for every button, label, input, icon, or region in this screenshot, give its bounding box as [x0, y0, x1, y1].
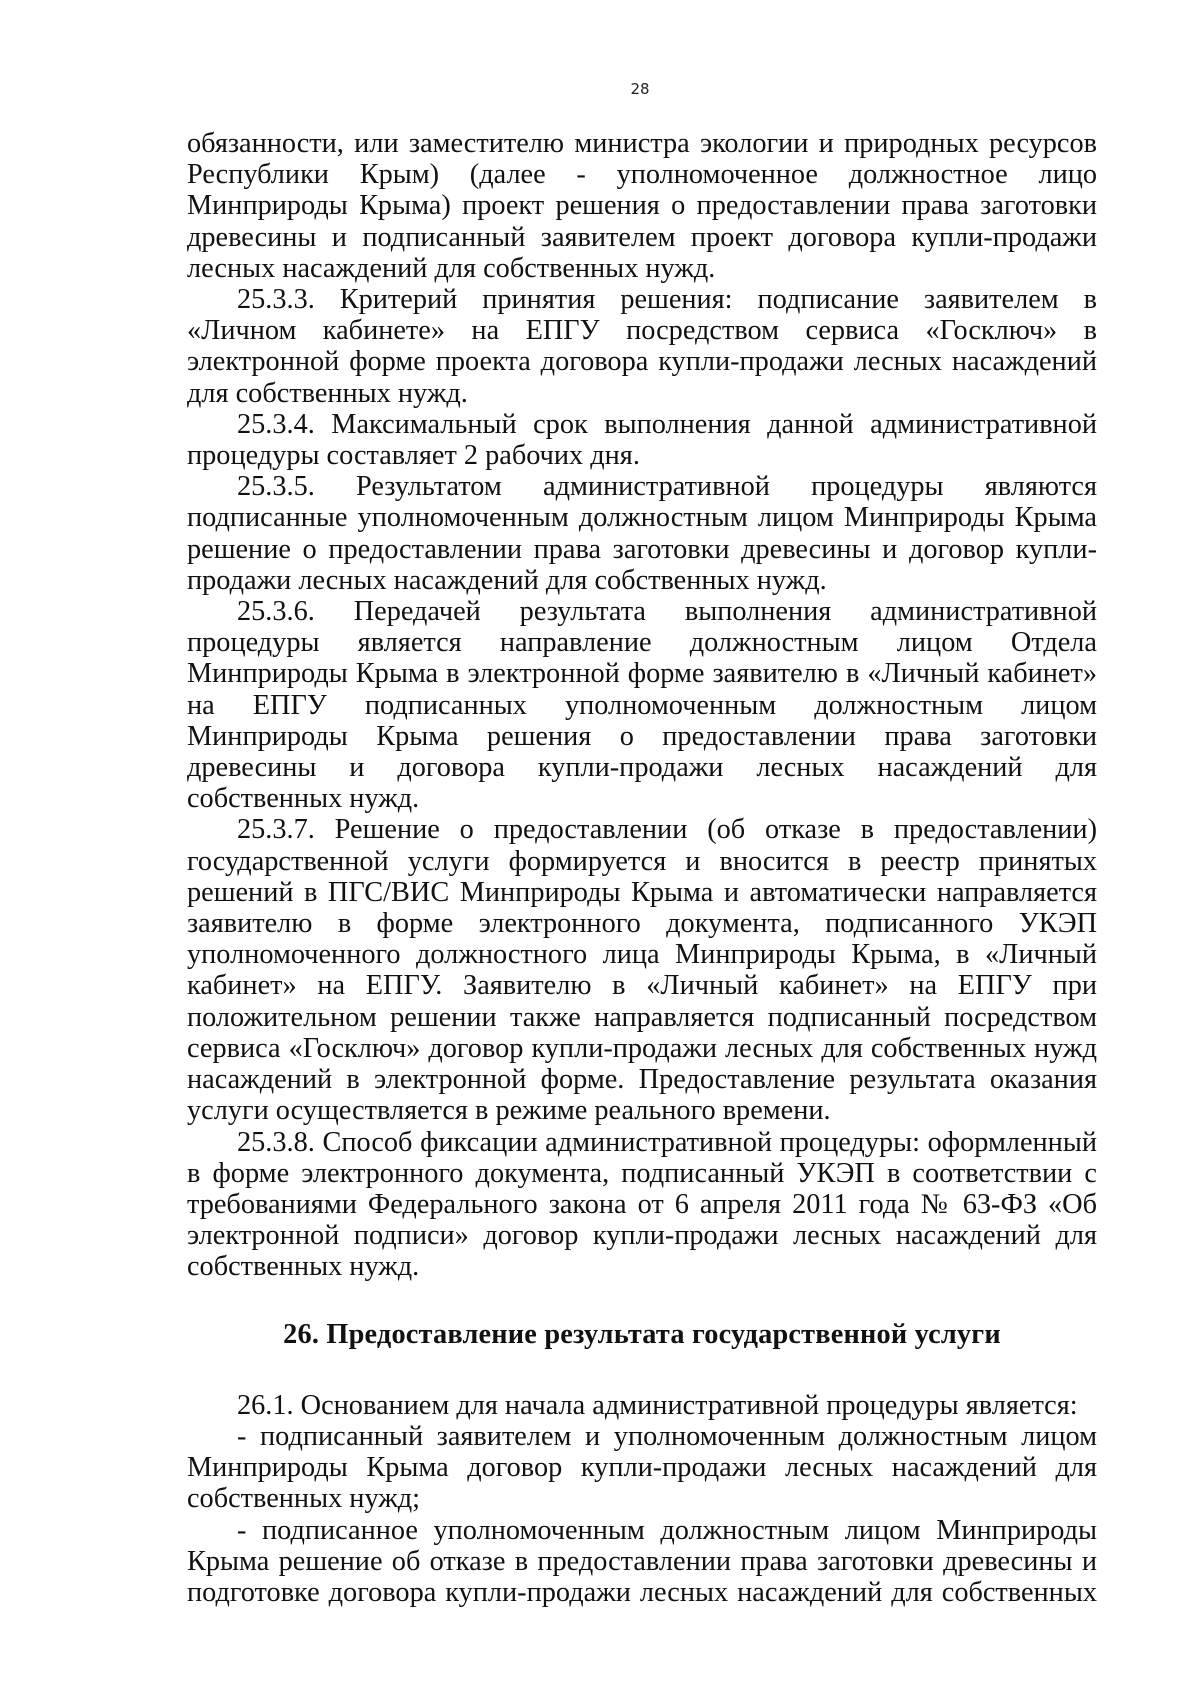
paragraph-25-3-3: 25.3.3. Критерий принятия решения: подписание заявителем в «Личном кабинете» на ЕПГУ посредством сервиса «Госключ» в электронной форме проекта договора купли-продажи лесных насаждений для собственных нужд.: [187, 284, 1097, 409]
document-body: [187, 128, 1097, 1608]
paragraph-25-3-6: 25.3.6. Передачей результата выполнения административной процедуры является направление должностным лицом Отдела Минприроды Крыма в электронной форме заявителю в «Личный кабинет» на ЕПГУ подписанных уполномоченным должностным лицом Минприроды Крыма решения о предоставлении права заготовки древесины и договора купли-продажи лесных насаждений для собственных нужд.: [187, 596, 1097, 815]
paragraph-continuation: обязанности, или заместителю министра экологии и природных ресурсов Республики Крым) (далее - уполномоченное должностное лицо Минприроды Крыма) проект решения о предоставлении права заготовки древесины и подписанный заявителем проект договора купли-продажи лесных насаждений для собственных нужд.: [187, 128, 1097, 284]
paragraph-25-3-7: 25.3.7. Решение о предоставлении (об отказе в предоставлении) государственной услуги формируется и вносится в реестр принятых решений в ПГС/ВИС Минприроды Крыма и автоматически направляется заявителю в форме электронного документа, подписанного УКЭП уполномоченного должностного лица Минприроды Крыма, в «Личный кабинет» на ЕПГУ. Заявителю в «Личный кабинет» на ЕПГУ при положительном решении также направляется подписанный посредством сервиса «Госключ» договор купли-продажи лесных для собственных нужд насаждений в электронной форме. Предоставление результата оказания услуги осуществляется в режиме реального времени.: [187, 814, 1097, 1127]
list-item-signed-contract: - подписанный заявителем и уполномоченным должностным лицом Минприроды Крыма договор купли-продажи лесных насаждений для собственных нужд;: [187, 1420, 1097, 1515]
list-item-refusal-decision: - подписанное уполномоченным должностным лицом Минприроды Крыма решение об отказе в предоставлении права заготовки древесины и подготовке договора купли-продажи лесных насаждений для собственных: [187, 1514, 1097, 1608]
paragraph-25-3-5: 25.3.5. Результатом административной процедуры являются подписанные уполномоченным должностным лицом Минприроды Крыма решение о предоставлении права заготовки древесины и договор купли-продажи лесных насаждений для собственных нужд.: [187, 471, 1097, 596]
paragraph-25-3-8: 25.3.8. Способ фиксации административной процедуры: оформленный в форме электронного документа, подписанный УКЭП в соответствии с требованиями Федерального закона от 6 апреля 2011 года № 63-ФЗ «Об электронной подписи» договор купли-продажи лесных насаждений для собственных нужд.: [187, 1126, 1097, 1283]
section-heading: 26. Предоставление результата государственной услуги: [283, 1318, 1001, 1350]
paragraph-26-1: 26.1. Основанием для начала административной процедуры является:: [237, 1389, 1078, 1421]
page-number: 28: [630, 80, 650, 98]
paragraph-25-3-4: 25.3.4. Максимальный срок выполнения данной административной процедуры составляет 2 рабочих дня.: [187, 408, 1097, 472]
